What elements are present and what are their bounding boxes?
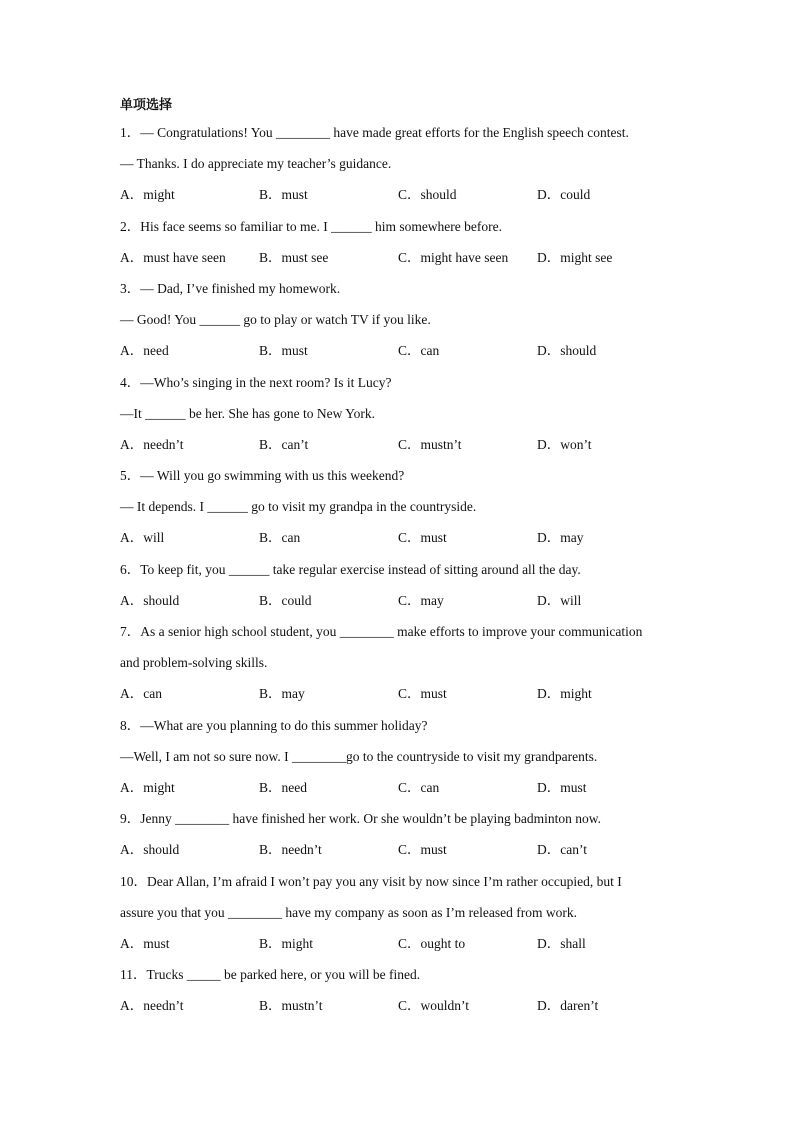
- question-stem: 8．—What are you planning to do this summer holiday?: [120, 717, 428, 733]
- option-a: A．can: [120, 686, 162, 702]
- option-b: B．need: [259, 779, 307, 795]
- question-stem: 6．To keep fit, you ______ take regular exercise instead of sitting around all the day.: [120, 561, 581, 577]
- option-b: B．must: [259, 187, 308, 203]
- option-c: C．should: [398, 187, 457, 203]
- option-a: A．should: [120, 842, 180, 858]
- option-c: C．wouldn’t: [398, 998, 470, 1014]
- answer-options: [120, 834, 680, 865]
- question-item: [120, 273, 680, 367]
- option-a: A．should: [120, 592, 180, 608]
- option-c: C．ought to: [398, 935, 466, 951]
- question-stem: 11．Trucks _____ be parked here, or you will be fined.: [120, 967, 421, 983]
- question-line: — Thanks. I do appreciate my teacher’s guidance.: [120, 156, 392, 172]
- question-item: [120, 710, 680, 804]
- option-b: B．must: [259, 343, 308, 359]
- option-a: A．might: [120, 187, 175, 203]
- option-c: C．must: [398, 842, 447, 858]
- option-a: A．needn’t: [120, 436, 184, 452]
- option-c: C．must: [398, 530, 447, 546]
- option-b: B．could: [259, 592, 312, 608]
- option-c: C．can: [398, 343, 440, 359]
- question-stem: 5．— Will you go swimming with us this weekend?: [120, 468, 405, 484]
- option-b: B．must see: [259, 249, 329, 265]
- option-a: A．must have seen: [120, 249, 226, 265]
- question-line: — Good! You ______ go to play or watch TV if you like.: [120, 312, 431, 328]
- option-a: A．must: [120, 935, 170, 951]
- answer-options: [120, 522, 680, 553]
- question-stem: 2．His face seems so familiar to me. I ______ him somewhere before.: [120, 218, 503, 234]
- option-a: A．might: [120, 779, 175, 795]
- option-d: D．shall: [537, 935, 586, 951]
- question-item: [120, 460, 680, 554]
- answer-options: [120, 429, 680, 460]
- option-a: A．need: [120, 343, 169, 359]
- option-a: A．needn’t: [120, 998, 184, 1014]
- option-c: C．may: [398, 592, 444, 608]
- question-list: [120, 117, 680, 1021]
- option-d: D．might see: [537, 249, 613, 265]
- question-item: [120, 211, 680, 273]
- section-title: 单项选择: [120, 98, 173, 113]
- question-item: [120, 866, 680, 960]
- question-item: [120, 117, 680, 211]
- answer-options: [120, 335, 680, 366]
- question-line: assure you that you ________ have my company as soon as I’m released from work.: [120, 904, 578, 920]
- option-d: D．might: [537, 686, 592, 702]
- question-item: [120, 803, 680, 865]
- question-stem: 7．As a senior high school student, you ________ make efforts to improve your communication: [120, 624, 643, 639]
- question-stem: 10．Dear Allan, I’m afraid I won’t pay you any visit by now since I’m rather occupied, but I: [120, 873, 622, 889]
- option-c: C．mustn’t: [398, 436, 462, 452]
- question-stem: 1．— Congratulations! You ________ have made great efforts for the English speech contest.: [120, 125, 629, 140]
- answer-options: [120, 585, 680, 616]
- answer-options: [120, 772, 680, 803]
- question-item: [120, 616, 680, 710]
- answer-options: [120, 990, 680, 1021]
- option-a: A．will: [120, 530, 165, 546]
- option-d: D．can’t: [537, 842, 587, 858]
- question-line: —Well, I am not so sure now. I ________go to the countryside to visit my grandparents.: [120, 748, 598, 764]
- option-d: D．will: [537, 592, 582, 608]
- option-b: B．can: [259, 530, 301, 546]
- answer-options: [120, 179, 680, 210]
- question-line: and problem-solving skills.: [120, 655, 268, 671]
- option-d: D．must: [537, 779, 587, 795]
- option-d: D．should: [537, 343, 597, 359]
- option-b: B．might: [259, 935, 314, 951]
- option-c: C．might have seen: [398, 249, 509, 265]
- option-c: C．must: [398, 686, 447, 702]
- exercise-content: [120, 95, 680, 1021]
- option-d: D．daren’t: [537, 998, 599, 1014]
- option-b: B．may: [259, 686, 305, 702]
- question-stem: 4．—Who’s singing in the next room? Is it Lucy?: [120, 374, 392, 390]
- question-stem: 9．Jenny ________ have finished her work. Or she wouldn’t be playing badminton now.: [120, 811, 602, 827]
- question-item: [120, 554, 680, 616]
- option-d: D．won’t: [537, 436, 592, 452]
- question-stem: 3．— Dad, I’ve finished my homework.: [120, 280, 341, 296]
- question-line: —It ______ be her. She has gone to New York.: [120, 405, 375, 421]
- option-b: B．mustn’t: [259, 998, 323, 1014]
- answer-options: [120, 242, 680, 273]
- answer-options: [120, 928, 680, 959]
- option-b: B．needn’t: [259, 842, 322, 858]
- question-item: [120, 367, 680, 461]
- answer-options: [120, 678, 680, 709]
- option-d: D．could: [537, 187, 591, 203]
- question-item: [120, 959, 680, 1021]
- question-line: — It depends. I ______ go to visit my grandpa in the countryside.: [120, 499, 477, 515]
- option-d: D．may: [537, 530, 584, 546]
- option-c: C．can: [398, 779, 440, 795]
- option-b: B．can’t: [259, 436, 309, 452]
